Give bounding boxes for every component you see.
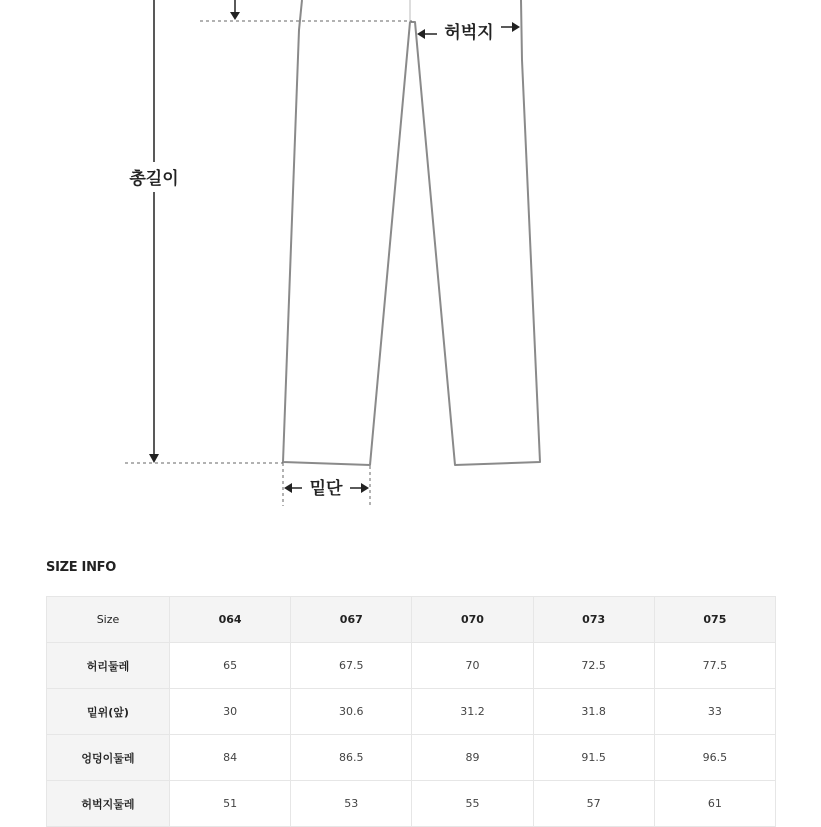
table-cell: 86.5 <box>291 735 412 781</box>
table-cell: 55 <box>412 781 533 827</box>
row-label: 허벅지둘레 <box>47 781 170 827</box>
table-cell: 72.5 <box>533 643 654 689</box>
pants-outline <box>283 0 540 465</box>
thigh-arrowhead-right <box>512 22 520 32</box>
table-row <box>47 781 776 827</box>
table-corner-label: Size <box>47 597 170 643</box>
rise-arrowhead <box>230 12 240 20</box>
table-cell: 61 <box>654 781 775 827</box>
size-header: 070 <box>412 597 533 643</box>
table-row <box>47 735 776 781</box>
table-cell: 31.8 <box>533 689 654 735</box>
table-cell: 51 <box>170 781 291 827</box>
table-header-row <box>47 597 776 643</box>
table-cell: 96.5 <box>654 735 775 781</box>
row-label: 엉덩이둘레 <box>47 735 170 781</box>
total-length-label: 총길이 <box>129 169 179 189</box>
row-label: 밑위(앞) <box>47 689 170 735</box>
table-cell: 53 <box>291 781 412 827</box>
table-row <box>47 643 776 689</box>
table-row <box>47 689 776 735</box>
size-header: 067 <box>291 597 412 643</box>
hem-label: 밑단 <box>309 479 343 499</box>
hem-arrowhead-left <box>284 483 292 493</box>
thigh-label: 허벅지 <box>444 23 494 43</box>
table-cell: 67.5 <box>291 643 412 689</box>
table-cell: 57 <box>533 781 654 827</box>
total-length-arrowhead <box>149 454 159 463</box>
size-info-title: SIZE INFO <box>46 560 116 575</box>
hem-arrowhead-right <box>361 483 369 493</box>
table-cell: 65 <box>170 643 291 689</box>
table-cell: 89 <box>412 735 533 781</box>
table-cell: 30.6 <box>291 689 412 735</box>
size-header: 075 <box>654 597 775 643</box>
table-cell: 77.5 <box>654 643 775 689</box>
table-cell: 30 <box>170 689 291 735</box>
table-cell: 31.2 <box>412 689 533 735</box>
thigh-arrowhead-left <box>417 29 425 39</box>
size-table <box>46 596 776 827</box>
row-label: 허리둘레 <box>47 643 170 689</box>
size-header: 073 <box>533 597 654 643</box>
table-cell: 91.5 <box>533 735 654 781</box>
size-header: 064 <box>170 597 291 643</box>
table-cell: 70 <box>412 643 533 689</box>
table-cell: 84 <box>170 735 291 781</box>
table-cell: 33 <box>654 689 775 735</box>
